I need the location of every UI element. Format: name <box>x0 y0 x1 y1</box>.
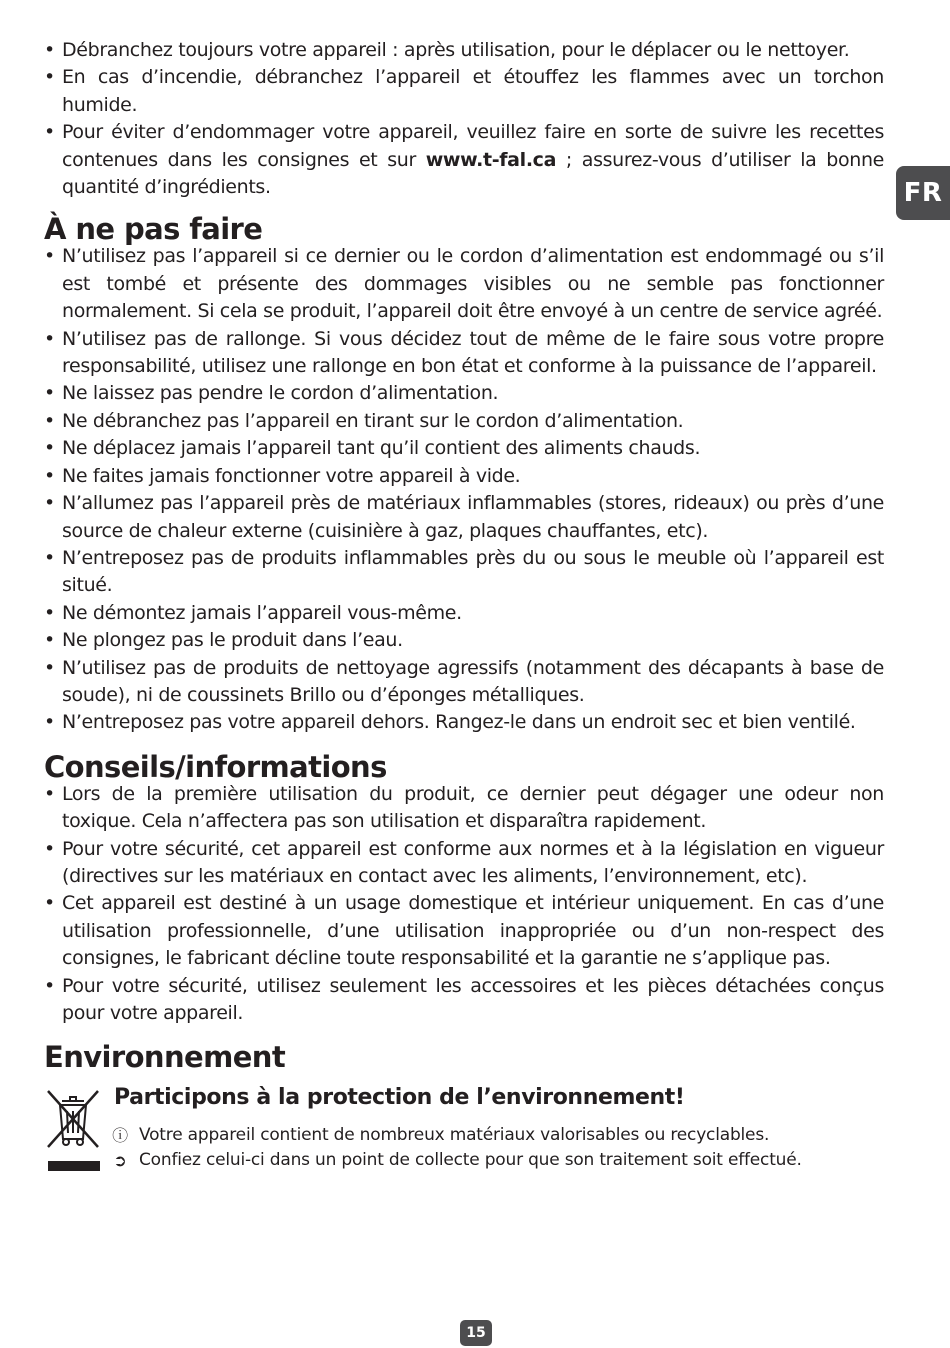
environment-block <box>44 1081 884 1181</box>
dont-list <box>44 243 884 736</box>
arrow-icon: ➲ <box>113 1150 127 1170</box>
list-item: • N’allumez pas l’appareil près de matériaux inflammables (stores, rideaux) ou près d’une source de chaleur externe (cuisinière à gaz, plaques chauffantes, etc). <box>44 490 884 545</box>
list-item: • N’utilisez pas de rallonge. Si vous décidez tout de même de le faire sous votre propre responsabilité, utilisez une rallonge en bon état et conforme à la puissance de l’appareil. <box>44 326 884 381</box>
item-text: Pour éviter d’endommager votre appareil, veuillez faire en sorte de suivre les recettes contenues dans les consignes et sur <box>62 121 884 171</box>
environment-line-1 <box>110 1123 769 1146</box>
list-item: • Ne déplacez jamais l’appareil tant qu’il contient des aliments chauds. <box>44 435 884 462</box>
page-content <box>44 37 884 1181</box>
list-item: • N’entreposez pas votre appareil dehors. Rangez-le dans un endroit sec et bien ventilé. <box>44 709 884 736</box>
list-item: • N’utilisez pas de produits de nettoyage agressifs (notamment des décapants à base de soude), ni de coussinets Brillo ou d’éponges métalliques. <box>44 655 884 710</box>
list-item: • N’entreposez pas de produits inflammables près du ou sous le meuble où l’appareil est situé. <box>44 545 884 600</box>
list-item: • Ne faites jamais fonctionner votre appareil à vide. <box>44 463 884 490</box>
item-text: ; assurez-vous d’utiliser la bonne quantité d’ingrédients. <box>62 148 884 199</box>
bin-underline-bar <box>48 1161 100 1171</box>
environment-line-2 <box>110 1150 802 1170</box>
list-item: • Pour votre sécurité, cet appareil est conforme aux normes et à la législation en vigueur (directives sur les matériaux en contact avec les aliments, l’environnement, etc). <box>44 836 884 891</box>
intro-list <box>44 37 884 201</box>
section-title-environnement: Environnement <box>44 1040 286 1075</box>
environment-subtitle: Participons à la protection de l’environnement! <box>114 1085 685 1111</box>
environment-text: Votre appareil contient de nombreux matériaux valorisables ou recyclables. <box>139 1124 770 1145</box>
info-icon: ⓘ <box>112 1126 128 1146</box>
list-item: • Lors de la première utilisation du produit, ce dernier peut dégager une odeur non toxique. Cela n’affectera pas son utilisation et disparaîtra rapidement. <box>44 781 884 836</box>
list-item: • Pour votre sécurité, utilisez seulement les accessoires et les pièces détachées conçus pour votre appareil. <box>44 973 884 1028</box>
list-item: • Ne démontez jamais l’appareil vous-même. <box>44 600 884 627</box>
website-link[interactable]: www.t-fal.ca <box>425 148 557 171</box>
list-item: • Ne débranchez pas l’appareil en tirant sur le cordon d’alimentation. <box>44 408 884 435</box>
list-item: • Ne plongez pas le produit dans l’eau. <box>44 627 884 654</box>
crossed-bin-icon <box>44 1087 102 1149</box>
list-item: • Cet appareil est destiné à un usage domestique et intérieur uniquement. En cas d’une utilisation professionnelle, d’une utilisation inappropriée ou d’un non-respect des consignes, le fabricant décline toute responsabilité et la garantie ne s’applique pas. <box>44 890 884 972</box>
section-title-a-ne-pas-faire: À ne pas faire <box>44 212 263 247</box>
list-item: • N’utilisez pas l’appareil si ce dernier ou le cordon d’alimentation est endommagé ou s’il est tombé et présente des dommages visibles ou ne semble pas fonctionner normalement. Si cela se produit, l’appareil doit être envoyé à un centre de service agréé. <box>44 243 884 325</box>
page-number: 15 <box>460 1320 492 1346</box>
tips-list <box>44 781 884 1028</box>
list-item <box>44 119 884 201</box>
section-title-conseils: Conseils/informations <box>44 749 387 784</box>
list-item: • Débranchez toujours votre appareil : après utilisation, pour le déplacer ou le nettoyer. <box>44 37 884 64</box>
environment-text: Confiez celui-ci dans un point de collecte pour que son traitement soit effectué. <box>139 1150 802 1171</box>
language-tab: FR <box>896 166 950 220</box>
list-item: • Ne laissez pas pendre le cordon d’alimentation. <box>44 380 884 407</box>
list-item: • En cas d’incendie, débranchez l’appareil et étouffez les flammes avec un torchon humide. <box>44 64 884 119</box>
